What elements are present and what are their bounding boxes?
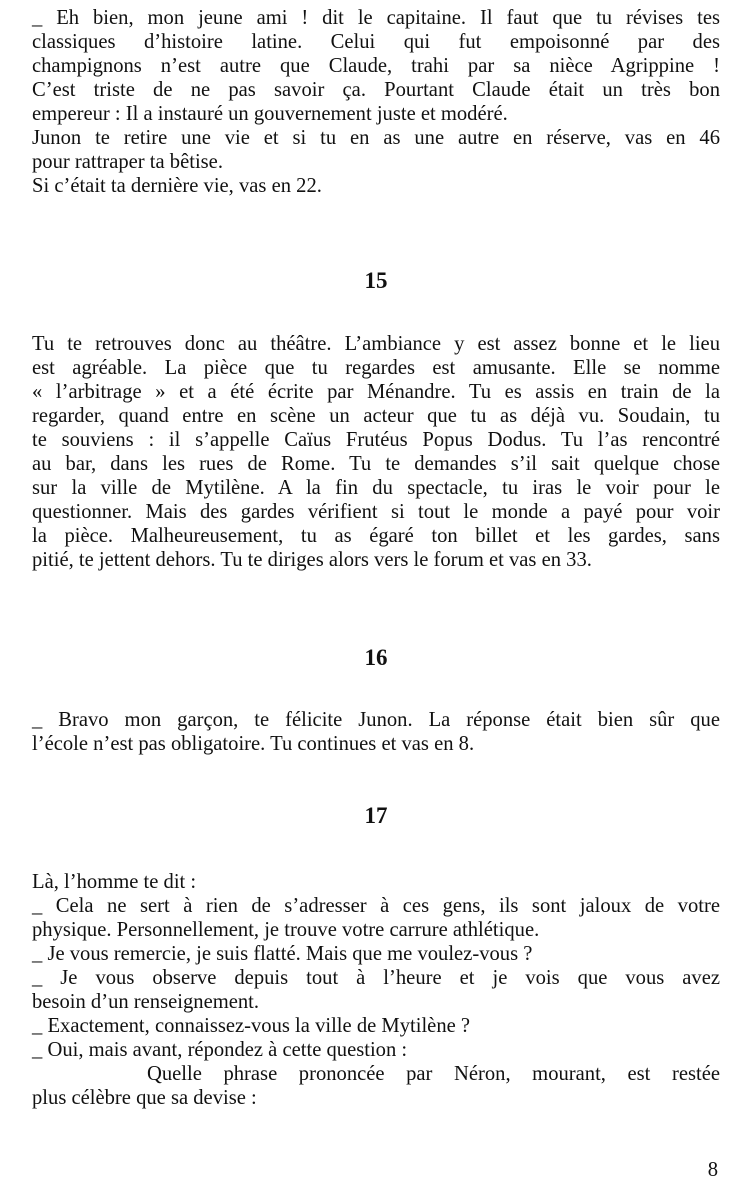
- text-line: _ Bravo mon garçon, te félicite Junon. La réponse était bien sûr que: [32, 709, 720, 731]
- text-line: Là, l’homme te dit :: [32, 871, 197, 893]
- section-17-heading: 17: [364, 803, 388, 828]
- text-line: plus célèbre que sa devise :: [32, 1087, 257, 1109]
- text-line: classiques d’histoire latine. Celui qui fut empoisonné par des: [32, 31, 720, 53]
- text-line: pour rattraper ta bêtise.: [32, 151, 223, 173]
- text-line: Si c’était ta dernière vie, vas en 22.: [32, 175, 322, 197]
- text-line: _ Je vous remercie, je suis flatté. Mais que me voulez-vous ?: [32, 943, 533, 965]
- section-16-heading: 16: [364, 645, 388, 670]
- text-line: besoin d’un renseignement.: [32, 991, 260, 1013]
- section-15-paragraph: [32, 332, 720, 572]
- text-line: _ Cela ne sert à rien de s’adresser à ces gens, ils sont jaloux de votre: [32, 895, 720, 917]
- text-line: Quelle phrase prononcée par Néron, mourant, est restée: [147, 1063, 720, 1085]
- section-16-paragraph: [32, 708, 720, 756]
- text-line: l’école n’est pas obligatoire. Tu continues et vas en 8.: [32, 733, 475, 755]
- text-line: sur la ville de Mytilène. A la fin du spectacle, tu iras le voir pour le: [32, 477, 720, 499]
- section-14-paragraph: [32, 6, 720, 198]
- text-line: empereur : Il a instauré un gouvernement juste et modéré.: [32, 103, 508, 125]
- text-line: pitié, te jettent dehors. Tu te diriges alors vers le forum et vas en 33.: [32, 549, 592, 571]
- text-line: _ Eh bien, mon jeune ami ! dit le capitaine. Il faut que tu révises tes: [32, 7, 720, 29]
- text-line: est agréable. La pièce que tu regardes est amusante. Elle se nomme: [32, 357, 720, 379]
- section-15-heading: 15: [364, 268, 388, 293]
- section-17-paragraph: [32, 870, 720, 1110]
- text-line: _ Exactement, connaissez-vous la ville de Mytilène ?: [32, 1015, 471, 1037]
- text-line: physique. Personnellement, je trouve votre carrure athlétique.: [32, 919, 540, 941]
- text-line: au bar, dans les rues de Rome. Tu te demandes s’il sait quelque chose: [32, 453, 720, 475]
- text-line: questionner. Mais des gardes vérifient si tout le monde a payé pour voir: [32, 501, 720, 523]
- text-line: te souviens : il s’appelle Caïus Frutéus Popus Dodus. Tu l’as rencontré: [32, 429, 720, 451]
- text-line: Tu te retrouves donc au théâtre. L’ambiance y est assez bonne et le lieu: [32, 333, 720, 355]
- page-number: 8: [707, 1159, 718, 1181]
- text-line: _ Je vous observe depuis tout à l’heure et je vois que vous avez: [32, 967, 720, 989]
- text-line: C’est triste de ne pas savoir ça. Pourtant Claude était un très bon: [32, 79, 720, 101]
- text-line: champignons n’est autre que Claude, trahi par sa nièce Agrippine !: [32, 55, 720, 77]
- text-line: _ Oui, mais avant, répondez à cette question :: [32, 1039, 408, 1061]
- text-line: « l’arbitrage » et a été écrite par Ménandre. Tu es assis en train de la: [32, 381, 720, 403]
- text-line: Junon te retire une vie et si tu en as une autre en réserve, vas en 46: [32, 127, 720, 149]
- text-line: regarder, quand entre en scène un acteur que tu as déjà vu. Soudain, tu: [32, 405, 720, 427]
- text-line: la pièce. Malheureusement, tu as égaré ton billet et les gardes, sans: [32, 525, 720, 547]
